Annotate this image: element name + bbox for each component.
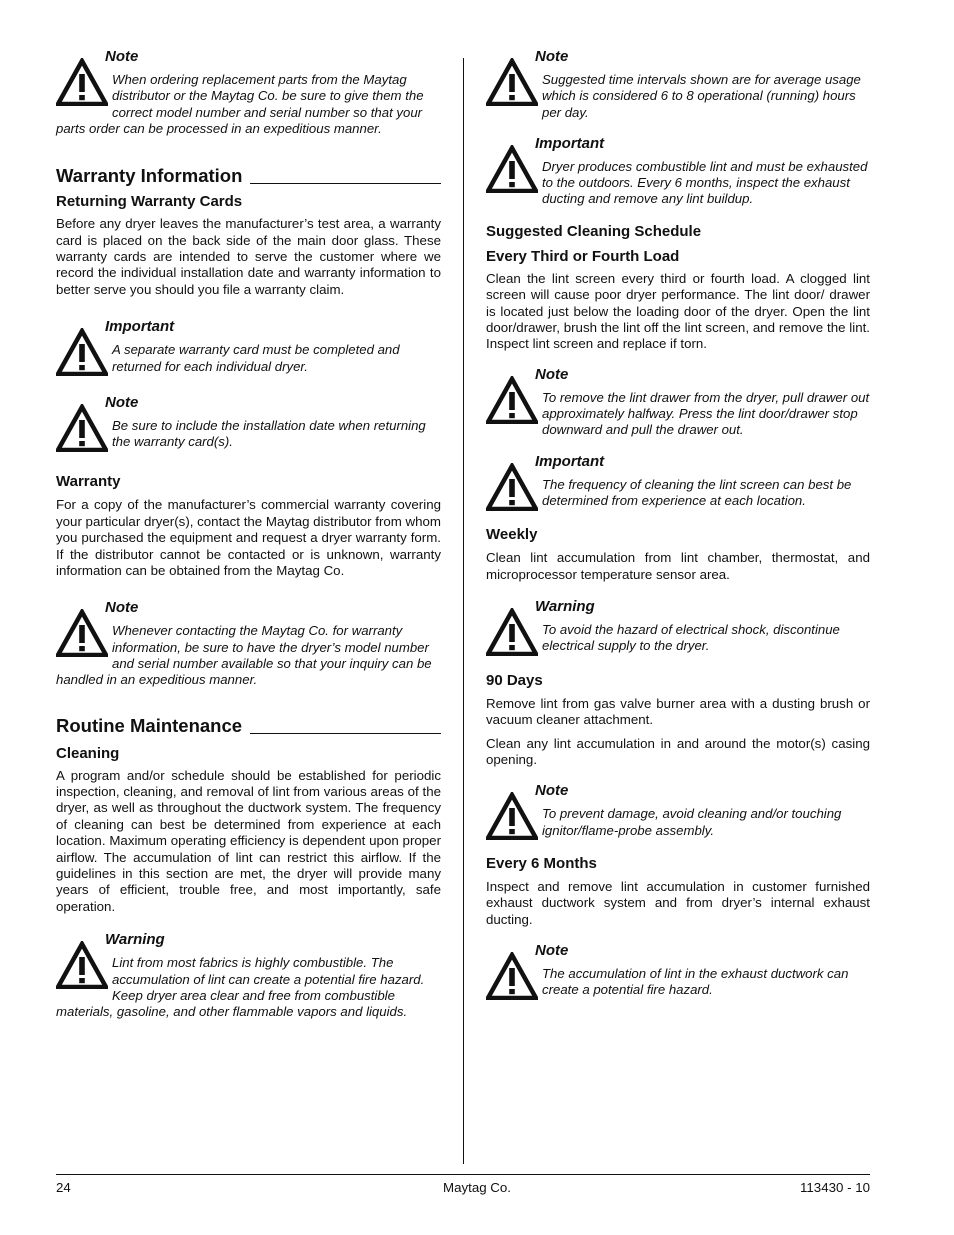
callout-body: Whenever contacting the Maytag Co. for warranty information, be sure to have the dryer’s model number and serial number available so that your inquiry can be handled in an expeditious manner. [56,623,432,688]
callout-body: Lint from most fabrics is highly combustible. The accumulation of lint can create a potential fire hazard. Keep dryer area clear and free from combustible materials, gasoline, and other flammable vapors and liquids. [56,955,425,1020]
callout-body: The accumulation of lint in the exhaust ductwork can create a potential fire hazard. [542,966,849,998]
warning-triangle-icon [56,609,108,657]
paragraph-warranty: For a copy of the manufacturer’s commercial warranty covering your particular dryer(s), contact the Maytag distributor from whom you purchased the equipment and request a dryer warranty form. If the distributor cannot be contacted or is unknown, warranty information can be obtained from the Maytag Co. [56,497,442,579]
warning-triangle-icon [486,463,538,511]
warning-triangle-icon [486,145,538,193]
callout-title: Note [105,599,139,617]
subheading-cleaning: Cleaning [56,744,120,762]
note-lint-drawer [486,366,870,439]
callout-body: The frequency of cleaning the lint screen can best be determined from experience at each location. [542,476,852,508]
subheading-third-fourth-load: Every Third or Fourth Load [486,247,680,265]
callout-title: Note [105,48,139,65]
callout-title: Important [535,452,605,470]
important-warranty-card [56,318,441,375]
paragraph-90-days-motor: Clean any lint accumulation in and around the motor(s) casing opening. [486,735,870,767]
subheading-every-6-months: Every 6 Months [486,854,597,872]
callout-body: Suggested time intervals shown are for average usage which is considered 6 to 8 operational (running) hours per day. [542,72,861,120]
warning-triangle-icon [486,952,538,1000]
warning-triangle-icon [486,792,538,840]
warning-triangle-icon [56,328,108,376]
paragraph-returning-cards: Before any dryer leaves the manufacturer’s test area, a warranty card is placed on the back side of the main door glass. These warranty cards are intended to serve the customer where we record the individual installation date and warranty information to better serve you should you file a warranty claim. [56,216,441,297]
column-divider [463,58,464,1164]
callout-body: When ordering replacement parts from the Maytag distributor or the Maytag Co. be sure to give them the correct model number and serial number so that your parts order can be processed in an expeditious manner. [56,72,424,136]
footer-page-number: 24 [56,1180,71,1195]
paragraph-weekly: Clean lint accumulation from lint chamber, thermostat, and microprocessor temperature sensor area. [486,550,870,582]
subheading-warranty: Warranty [56,473,121,491]
callout-title: Note [105,393,139,411]
note-replacement-parts [56,48,441,137]
paragraph-90-days-burner: Remove lint from gas valve burner area with a dusting brush or vacuum cleaner attachment. [486,695,870,728]
left-column [56,48,441,1020]
warning-triangle-icon [56,941,108,989]
warning-triangle-icon [56,58,108,106]
section-heading-warranty: Warranty Information [56,165,441,187]
callout-title: Note [535,365,569,383]
subheading-cleaning-schedule: Suggested Cleaning Schedule [486,222,702,240]
warning-triangle-icon [486,58,538,106]
callout-body: To remove the lint drawer from the dryer, pull drawer out approximately halfway. Press the lint door/drawer stop downward and pull the drawer out. [542,389,870,438]
warning-triangle-icon [56,404,108,452]
paragraph-cleaning: A program and/or schedule should be established for periodic inspection, cleaning, and removal of lint from various areas of the dryer, as well as throughout the ductwork system. The frequency of cleaning can best be determined from experience at each location. Maximum operating efficiency is dependent upon proper airflow. The accumulation of lint can restrict this airflow. If the guidelines in this section are met, the dryer will provide many years of efficient, trouble free, and most importantly, safe operation. [56,767,441,914]
right-column [486,48,870,999]
callout-body: To avoid the hazard of electrical shock, discontinue electrical supply to the dryer. [542,622,840,654]
warning-electrical-shock [486,598,870,655]
callout-title: Note [535,782,569,800]
callout-title: Warning [105,931,165,949]
note-contact-maytag [56,599,441,688]
footer-document-number: 113430 - 10 [800,1180,870,1195]
warning-triangle-icon [486,376,538,424]
callout-body: To prevent damage, avoid cleaning and/or touching ignitor/flame-probe assembly. [542,806,842,838]
subheading-weekly: Weekly [486,526,538,544]
note-time-intervals [486,48,870,121]
callout-body: A separate warranty card must be completed and returned for each individual dryer. [112,342,400,374]
note-ignitor [486,782,870,839]
paragraph-third-fourth-load: Clean the lint screen every third or fourth load. A clogged lint screen will cause poor dryer performance. The lint door/ drawer is located just below the loading door of the dryer. Open the lint door/drawer, brush the lint off the lint screen, and remove the lint. Inspect lint screen and replace if torn. [486,270,870,352]
callout-title: Important [105,318,175,336]
note-installation-date [56,394,441,451]
warning-triangle-icon [486,608,538,656]
callout-title: Warning [535,598,595,616]
paragraph-every-6-months: Inspect and remove lint accumulation in customer furnished exhaust ductwork system and from dryer’s internal exhaust ducting. [486,878,870,927]
important-exhaust [486,135,870,208]
important-cleaning-frequency [486,453,870,510]
callout-title: Note [535,942,569,960]
callout-title: Important [535,134,605,152]
callout-body: Be sure to include the installation date when returning the warranty card(s). [112,417,426,450]
callout-body: Dryer produces combustible lint and must be exhausted to the outdoors. Every 6 months, inspect the exhaust ducting and remove any lint buildup. [542,158,868,207]
note-ductwork-fire-hazard [486,942,870,999]
footer-rule [56,1174,870,1175]
subheading-90-days: 90 Days [486,671,543,689]
footer-company: Maytag Co. [443,1180,511,1195]
subheading-returning-cards: Returning Warranty Cards [56,193,243,211]
callout-title: Note [535,48,569,65]
section-heading-routine-maintenance: Routine Maintenance [56,715,441,737]
warning-lint-combustible [56,931,441,1020]
